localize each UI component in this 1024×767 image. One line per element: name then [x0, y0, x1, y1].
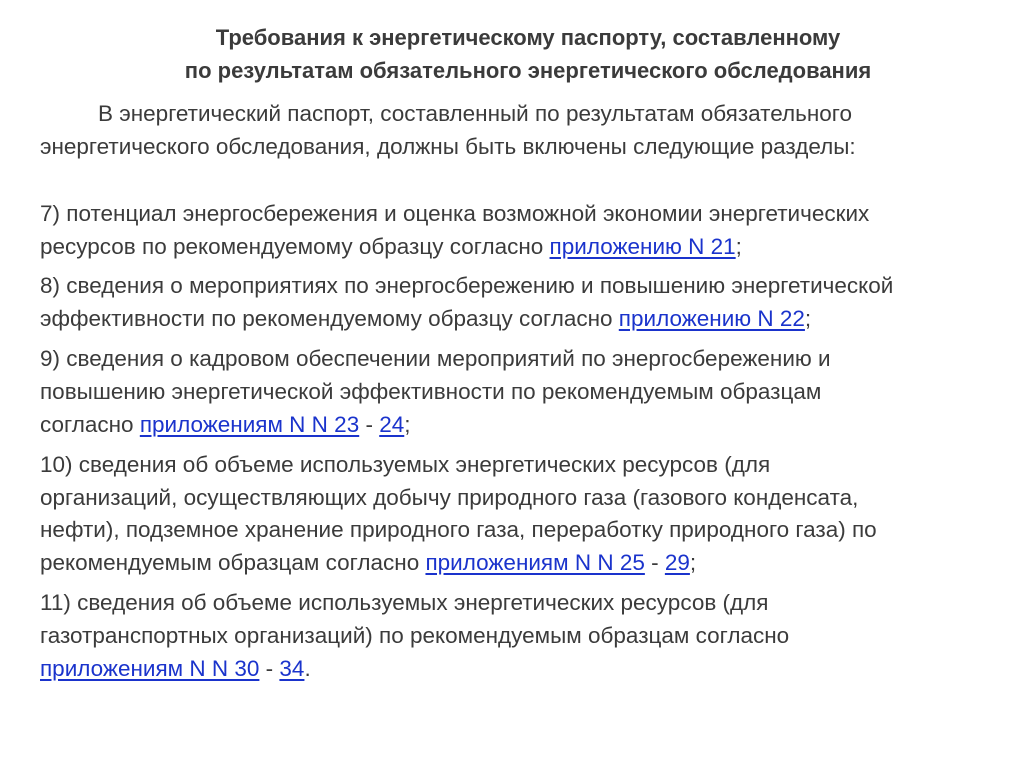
- item-9-text: согласно: [40, 412, 140, 437]
- item-10-sep: -: [644, 550, 665, 575]
- appendix-25-link[interactable]: приложениям N N 25: [425, 550, 645, 575]
- item-9-punct: ;: [404, 412, 411, 437]
- item-10-line-1: 10) сведения об объеме используемых энергетических ресурсов (для: [40, 452, 771, 477]
- item-9-line-3: [40, 412, 411, 438]
- item-11-line-2: газотранспортных организаций) по рекомендуемым образцам согласно: [40, 623, 790, 648]
- item-7-text: ресурсов по рекомендуемому образцу согласно: [40, 234, 550, 259]
- appendix-30-link[interactable]: приложениям N N 30: [40, 656, 260, 681]
- item-9-line-1: 9) сведения о кадровом обеспечении мероприятий по энергосбережению и: [40, 346, 831, 371]
- item-8-punct: ;: [804, 306, 812, 331]
- appendix-24-link[interactable]: 24: [379, 412, 405, 437]
- item-11-line-3: [40, 656, 311, 682]
- appendix-29-link[interactable]: 29: [664, 550, 690, 575]
- item-8-line-1: 8) сведения о мероприятиях по энергосбережению и повышению энергетической: [40, 273, 894, 298]
- item-10-line-4: [40, 550, 696, 576]
- page-title-line-2: по результатам обязательного энергетического обследования: [184, 58, 872, 83]
- item-7-punct: ;: [735, 234, 742, 259]
- item-8-line-2: [40, 306, 811, 332]
- item-11-punct: .: [304, 656, 311, 681]
- item-10-punct: ;: [689, 550, 697, 575]
- item-11-sep: -: [259, 656, 280, 681]
- item-9-line-2: повышению энергетической эффективности по рекомендуемым образцам: [40, 379, 822, 404]
- intro-line-2: энергетического обследования, должны быть включены следующие разделы:: [40, 134, 856, 159]
- item-10-text: рекомендуемым образцам согласно: [40, 550, 426, 575]
- item-7-line-1: 7) потенциал энергосбережения и оценка возможной экономии энергетических: [40, 201, 870, 226]
- item-9-sep: -: [359, 412, 380, 437]
- item-8-text: эффективности по рекомендуемому образцу согласно: [40, 306, 619, 331]
- item-7-line-2: [40, 234, 742, 260]
- appendix-21-link[interactable]: приложению N 21: [549, 234, 736, 259]
- appendix-34-link[interactable]: 34: [279, 656, 305, 681]
- appendix-23-link[interactable]: приложениям N N 23: [139, 412, 360, 437]
- item-10-line-2: организаций, осуществляющих добычу природного газа (газового конденсата,: [40, 485, 859, 510]
- item-11-line-1: 11) сведения об объеме используемых энергетических ресурсов (для: [40, 590, 769, 615]
- page-title-line-1: Требования к энергетическому паспорту, составленному: [215, 25, 841, 50]
- intro-line-1: В энергетический паспорт, составленный по результатам обязательного: [98, 101, 853, 126]
- appendix-22-link[interactable]: приложению N 22: [618, 306, 805, 331]
- item-10-line-3: нефти), подземное хранение природного газа, переработку природного газа) по: [40, 517, 877, 542]
